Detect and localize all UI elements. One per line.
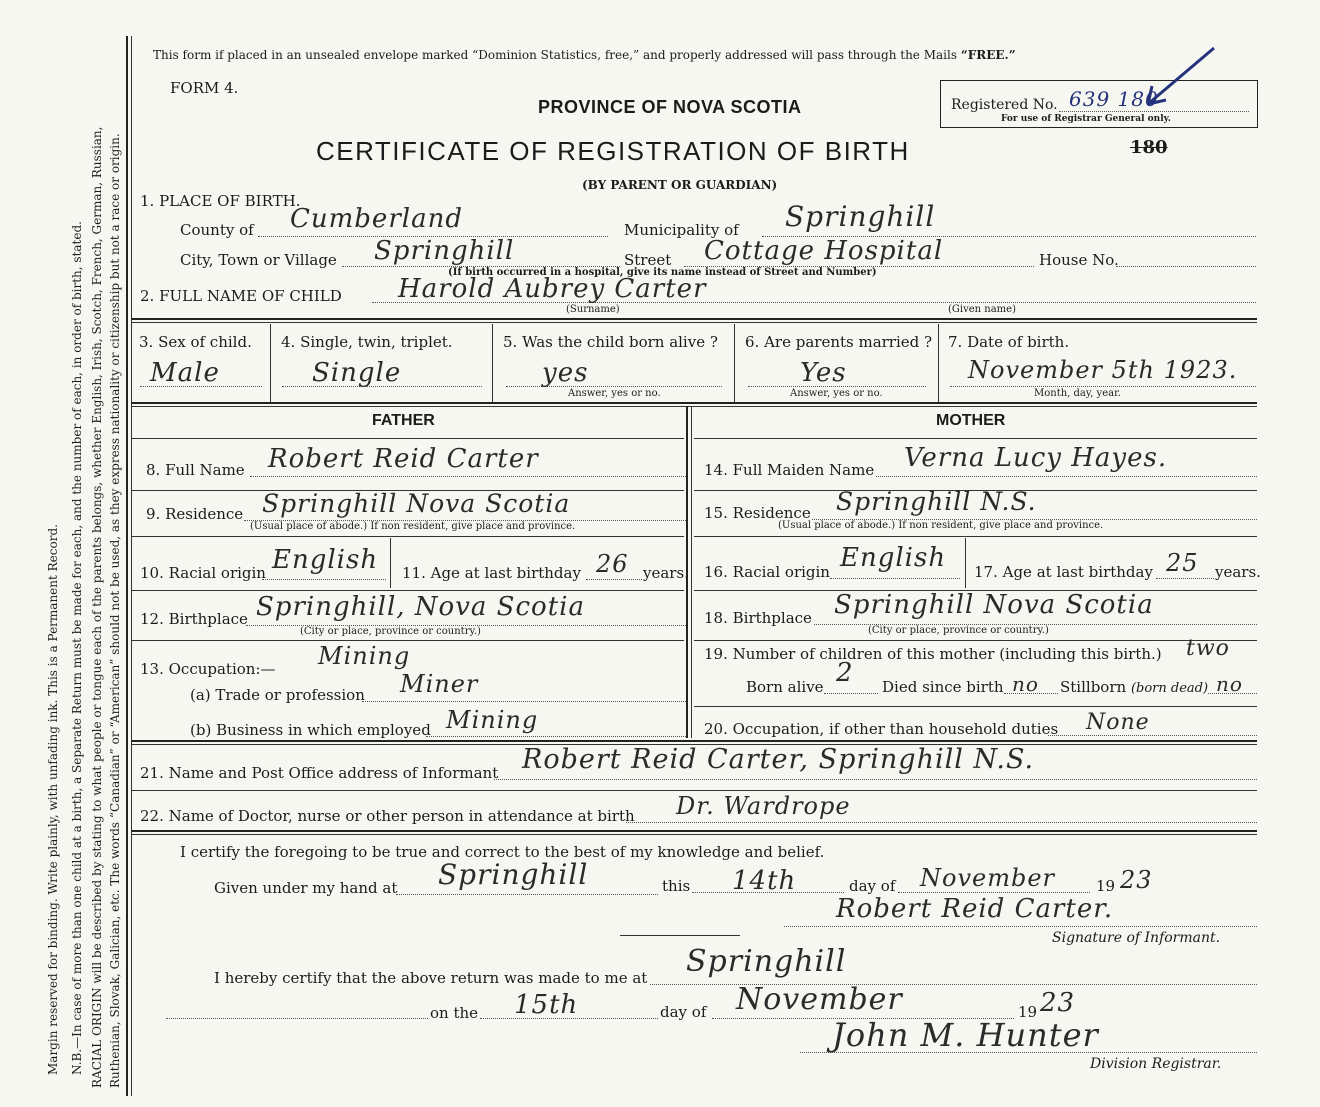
registrar-year-prefix: 19	[1018, 1003, 1038, 1021]
date-of-birth-label: 7. Date of birth.	[948, 333, 1070, 351]
father-trade-value: Miner	[400, 670, 479, 698]
father-age-label: 11. Age at last birthday	[402, 564, 581, 582]
parents-married-answer: Yes	[800, 358, 847, 388]
registrar-month-value: November	[736, 982, 903, 1017]
father-business-value: Mining	[446, 706, 539, 734]
father-occupation-label: 13. Occupation:—	[140, 660, 276, 678]
born-alive-note: Answer, yes or no.	[568, 388, 661, 399]
informant-value: Robert Reid Carter, Springhill N.S.	[522, 744, 1035, 775]
this-label: this	[662, 877, 691, 895]
mother-children-label: 19. Number of children of this mother (including this birth.)	[704, 645, 1162, 663]
on-the-label: on the	[430, 1004, 479, 1022]
mother-age-label: 17. Age at last birthday	[974, 563, 1153, 581]
registrar-place-value: Springhill	[686, 944, 847, 979]
born-alive-answer: yes	[542, 358, 589, 388]
father-trade-label: (a) Trade or profession	[190, 686, 365, 704]
registrar-day-of-label: day of	[660, 1003, 707, 1021]
registrar-statement: I hereby certify that the above return was made to me at	[214, 969, 648, 987]
mother-residence-label: 15. Residence	[704, 504, 811, 522]
father-age-value: 26	[596, 550, 629, 578]
given-under-hand-label: Given under my hand at	[214, 879, 398, 897]
father-race-value: English	[272, 545, 379, 575]
child-name-label: 2. FULL NAME OF CHILD	[140, 287, 342, 305]
margin-rule	[126, 36, 128, 1096]
surname-note: (Surname)	[566, 304, 620, 315]
mother-name-value: Verna Lucy Hayes.	[904, 443, 1168, 473]
parents-married-note: Answer, yes or no.	[790, 388, 883, 399]
mother-age-unit: years.	[1215, 563, 1261, 581]
father-residence-note: (Usual place of abode.) If non resident, give place and province.	[250, 521, 576, 532]
stillborn-note: (born dead)	[1130, 681, 1209, 696]
informant-signature-caption: Signature of Informant.	[1052, 930, 1221, 946]
plurality-label: 4. Single, twin, triplet.	[281, 333, 453, 351]
margin-note-racial-origin-cont: Ruthenian, Slovak, Galician, etc. The words “Canadian” or “American” should not be used, as they express nationality or citizenship but not a race or origin.	[108, 133, 122, 1088]
parents-married-question: 6. Are parents married ?	[745, 333, 933, 351]
street-value: Cottage Hospital	[704, 236, 944, 266]
county-value: Cumberland	[290, 204, 463, 234]
struck-number: 180	[1130, 137, 1168, 158]
registrar-day-value: 15th	[514, 990, 579, 1020]
registrar-signature: John M. Hunter	[832, 1016, 1099, 1054]
father-business-label: (b) Business in which employed	[190, 721, 431, 739]
father-birthplace-note: (City or place, province or country.)	[300, 626, 481, 637]
arrow-mark-icon	[1136, 44, 1216, 114]
father-heading: FATHER	[372, 412, 435, 429]
certificate-title: CERTIFICATE OF REGISTRATION OF BIRTH	[316, 136, 910, 166]
margin-note-nb: N.B.—In case of more than one child at a birth, a Separate Return must be made for each, and the number of each, in order of birth, stated.	[70, 221, 84, 1075]
margin-rule-inner	[131, 36, 132, 1096]
mail-notice-free: “FREE.”	[960, 48, 1016, 62]
mother-race-label: 16. Racial origin	[704, 563, 830, 581]
province-heading: PROVINCE OF NOVA SCOTIA	[538, 97, 802, 117]
sex-label: 3. Sex of child.	[139, 333, 252, 351]
mother-residence-note: (Usual place of abode.) If non resident, give place and province.	[778, 520, 1104, 531]
registrar-note: For use of Registrar General only.	[1001, 114, 1171, 124]
margin-note-binding: Margin reserved for binding. Write plainly, with unfading ink. This is a Permanent Record.	[46, 524, 60, 1075]
sex-value: Male	[150, 358, 220, 388]
stillborn-value: no	[1216, 672, 1243, 696]
born-alive-value: 2	[836, 658, 854, 688]
certification-day-value: 14th	[732, 866, 797, 896]
certification-year-prefix: 19	[1096, 877, 1116, 895]
certification-day-of-label: day of	[849, 877, 896, 895]
certificate-subtitle: (BY PARENT OR GUARDIAN)	[582, 178, 778, 192]
father-occupation-value: Mining	[318, 642, 411, 670]
child-name-value: Harold Aubrey Carter	[398, 274, 707, 304]
attendant-label: 22. Name of Doctor, nurse or other person in attendance at birth	[140, 807, 635, 825]
informant-label: 21. Name and Post Office address of Informant	[140, 764, 499, 782]
mother-birthplace-value: Springhill Nova Scotia	[834, 590, 1154, 620]
mother-children-value: two	[1186, 636, 1230, 661]
father-residence-value: Springhill Nova Scotia	[262, 489, 571, 518]
father-residence-label: 9. Residence	[146, 505, 244, 523]
given-name-note: (Given name)	[948, 304, 1016, 315]
father-race-label: 10. Racial origin	[140, 564, 266, 582]
place-of-birth-heading: 1. PLACE OF BIRTH.	[140, 192, 301, 210]
date-of-birth-value: November 5th 1923.	[968, 356, 1238, 384]
certification-year-value: 23	[1120, 866, 1153, 894]
margin-note-racial-origin: RACIAL ORIGIN will be described by stating to what people or tongue each of the parents belongs, whether English, Irish, Scotch, French, German, Russian,	[90, 126, 104, 1088]
mother-birthplace-note: (City or place, province or country.)	[868, 625, 1049, 636]
informant-signature: Robert Reid Carter.	[836, 894, 1114, 924]
attendant-value: Dr. Wardrope	[676, 792, 851, 820]
died-since-birth-label: Died since birth	[882, 678, 1004, 696]
form-number: FORM 4.	[170, 79, 239, 97]
section-divider	[620, 935, 740, 936]
city-value: Springhill	[374, 236, 515, 266]
registered-label: Registered No.	[951, 97, 1058, 113]
mother-race-value: English	[840, 543, 947, 573]
certification-statement: I certify the foregoing to be true and correct to the best of my knowledge and belief.	[180, 843, 825, 861]
street-label: Street	[624, 251, 672, 269]
mother-age-value: 25	[1166, 549, 1199, 577]
given-place-value: Springhill	[438, 858, 589, 891]
born-alive-question: 5. Was the child born alive ?	[503, 333, 718, 351]
father-name-label: 8. Full Name	[146, 461, 245, 479]
mail-notice: This form if placed in an unsealed envelope marked “Dominion Statistics, free,” and properly addressed will pass through the Mails “FREE.”	[153, 48, 1016, 62]
died-since-birth-value: no	[1012, 672, 1039, 696]
date-of-birth-note: Month, day, year.	[1034, 388, 1121, 399]
father-birthplace-value: Springhill, Nova Scotia	[256, 592, 585, 622]
registrar-signature-caption: Division Registrar.	[1090, 1056, 1222, 1072]
hospital-note: (If birth occurred in a hospital, give its name instead of Street and Number)	[448, 267, 877, 278]
mother-birthplace-label: 18. Birthplace	[704, 609, 812, 627]
mother-occupation-value: None	[1086, 710, 1150, 735]
mother-name-label: 14. Full Maiden Name	[704, 461, 875, 479]
house-no-label: House No.	[1039, 251, 1119, 269]
father-age-unit: years.	[643, 564, 689, 582]
municipality-value: Springhill	[785, 200, 936, 233]
mother-heading: MOTHER	[936, 412, 1006, 429]
city-label: City, Town or Village	[180, 251, 337, 269]
municipality-label: Municipality of	[624, 221, 739, 239]
born-alive-label: Born alive	[746, 678, 824, 696]
plurality-value: Single	[312, 358, 402, 388]
mother-occupation-label: 20. Occupation, if other than household duties	[704, 720, 1059, 738]
father-name-value: Robert Reid Carter	[268, 444, 539, 474]
registered-value: 639 180	[1069, 87, 1159, 111]
mother-residence-value: Springhill N.S.	[836, 487, 1037, 516]
father-birthplace-label: 12. Birthplace	[140, 610, 248, 628]
stillborn-label: Stillborn (born dead)	[1060, 678, 1209, 696]
certification-month-value: November	[920, 864, 1056, 892]
registrar-year-value: 23	[1040, 988, 1076, 1018]
county-label: County of	[180, 221, 254, 239]
